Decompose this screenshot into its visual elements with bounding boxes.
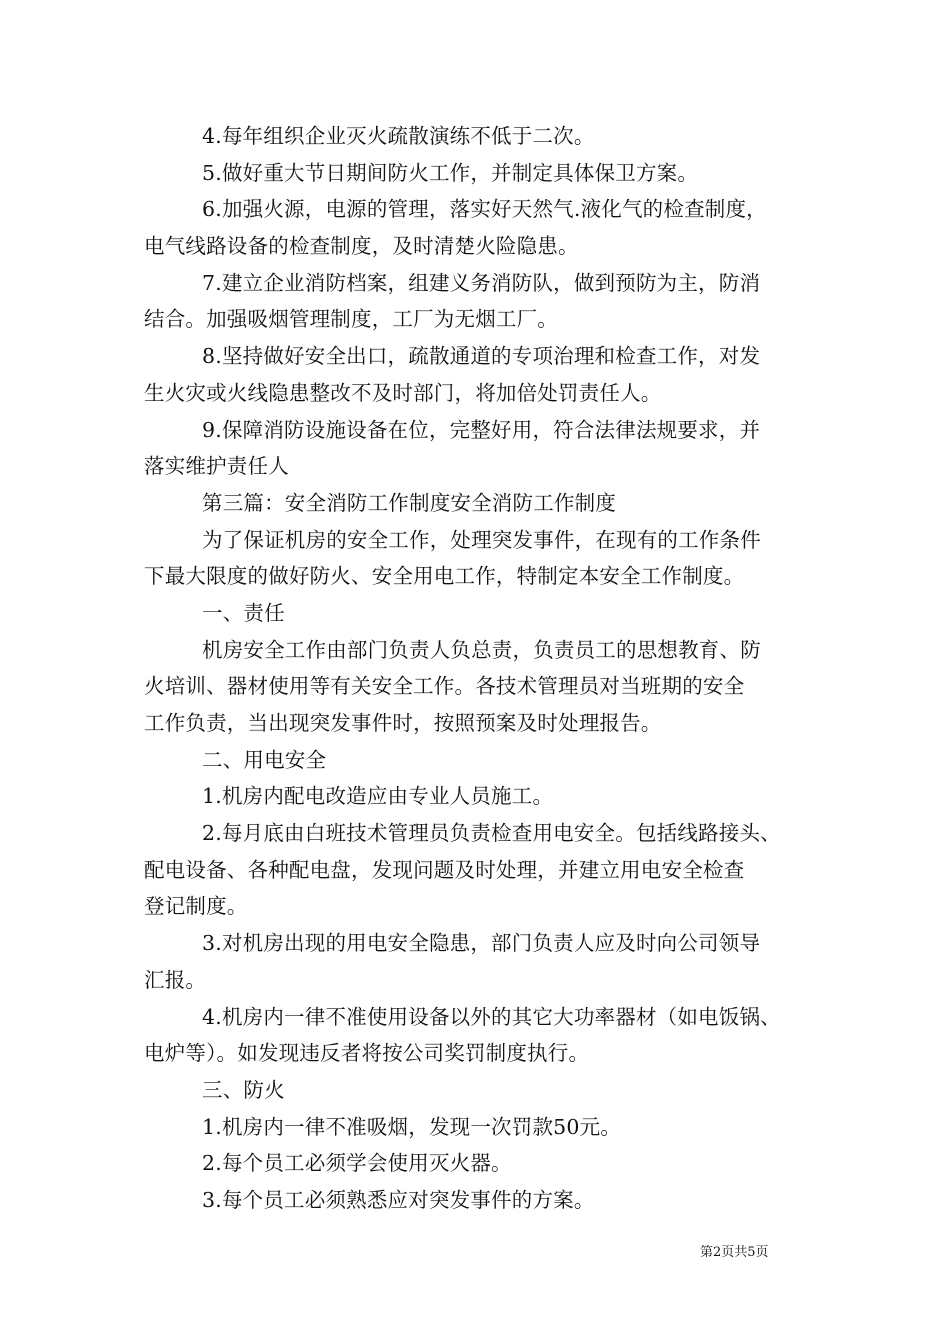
text-line: 第三篇：安全消防工作制度安全消防工作制度	[202, 490, 616, 515]
text-line: 1.机房内一律不准吸烟，发现一次罚款50元。	[202, 1114, 622, 1139]
text-line: 三、防火	[202, 1077, 285, 1102]
text-line: 1.机房内配电改造应由专业人员施工。	[202, 784, 554, 809]
page-number: 第2页共5页	[700, 1245, 769, 1260]
text-line: 结合。加强吸烟管理制度，工厂为无烟工厂。	[144, 307, 558, 332]
text-line: 火培训、器材使用等有关安全工作。各技术管理员对当班期的安全	[144, 674, 745, 699]
text-line: 5.做好重大节日期间防火工作，并制定具体保卫方案。	[202, 160, 699, 185]
text-line: 电气线路设备的检查制度，及时清楚火险隐患。	[144, 234, 579, 259]
text-line: 2.每个员工必须学会使用灭火器。	[202, 1151, 512, 1176]
text-line: 工作负责，当出现突发事件时，按照预案及时处理报告。	[144, 711, 662, 735]
text-line: 8.坚持做好安全出口，疏散通道的专项治理和检查工作，对发	[202, 344, 761, 369]
text-line: 下最大限度的做好防火、安全用电工作，特制定本安全工作制度。	[144, 564, 745, 589]
text-line: 二、用电安全	[202, 747, 327, 772]
document-body	[144, 118, 814, 1219]
text-line: 7.建立企业消防档案，组建义务消防队，做到预防为主，防消	[202, 270, 761, 295]
text-line: 配电设备、各种配电盘，发现问题及时处理，并建立用电安全检查	[144, 857, 745, 882]
text-line: 登记制度。	[144, 894, 248, 919]
text-line: 6.加强火源，电源的管理，落实好天然气.液化气的检查制度，	[202, 197, 767, 222]
text-line: 9.保障消防设施设备在位，完整好用，符合法律法规要求，并	[202, 417, 761, 442]
text-line: 机房安全工作由部门负责人负总责，负责员工的思想教育、防	[202, 637, 761, 662]
text-line: 汇报。	[144, 967, 207, 992]
text-line: 电炉等）。如发现违反者将按公司奖罚制度执行。	[144, 1041, 590, 1066]
text-line: 4.每年组织企业灭火疏散演练不低于二次。	[202, 124, 595, 148]
text-line: 一、责任	[202, 600, 285, 625]
text-line: 生火灾或火线隐患整改不及时部门，将加倍处罚责任人。	[144, 380, 662, 405]
text-line: 3.每个员工必须熟悉应对突发事件的方案。	[202, 1187, 595, 1212]
text-line: 2.每月底由白班技术管理员负责检查用电安全。包括线路接头、	[202, 821, 781, 846]
text-line: 为了保证机房的安全工作，处理突发事件，在现有的工作条件	[202, 527, 761, 552]
text-line: 落实维护责任人	[144, 454, 289, 479]
text-line: 3.对机房出现的用电安全隐患，部门负责人应及时向公司领导	[202, 931, 761, 956]
text-line: 4.机房内一律不准使用设备以外的其它大功率器材（如电饭锅、	[202, 1004, 781, 1029]
